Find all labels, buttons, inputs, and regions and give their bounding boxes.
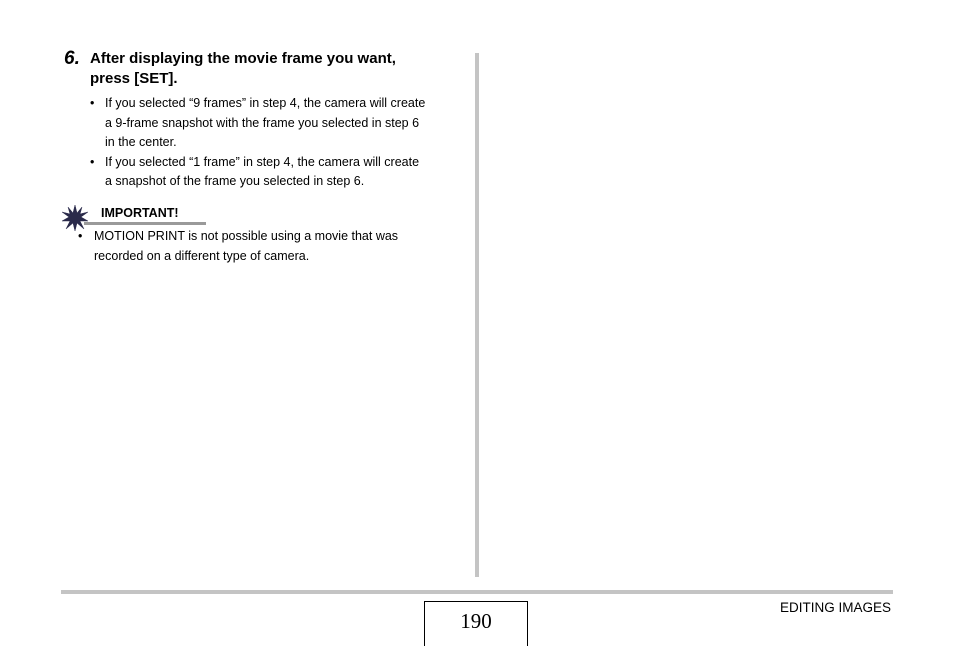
step-title-line-2: press [SET]. [90,70,178,87]
column-divider [475,53,479,577]
bullet-line: in the center. [105,135,177,149]
important-underline [84,222,206,225]
bullet-line: If you selected “9 frames” in step 4, the camera will create [105,96,426,110]
important-notes [78,227,453,266]
page-number-box [424,601,528,646]
bullet-dot: • [78,229,83,243]
bullet-line: If you selected “1 frame” in step 4, the camera will create [105,154,420,169]
bullet-line: a 9-frame snapshot with the frame you selected in step 6 [105,115,420,130]
important-label: IMPORTANT! [101,206,179,220]
bullet-line: a snapshot of the frame you selected in step 6. [105,174,365,188]
note-line: MOTION PRINT is not possible using a movie that was [94,229,399,243]
step-bullet [90,153,460,192]
step-title [90,47,464,89]
section-title: EDITING IMAGES [779,600,891,615]
step-bullet-list [90,94,460,192]
bullet-dot: • [90,96,95,110]
footer-rule [61,590,893,594]
page-number: 190 [460,609,492,633]
step-title-line-1: After displaying the movie frame you want, [90,50,396,67]
important-note [78,227,453,266]
step-6 [64,47,464,192]
step-bullet [90,94,460,153]
note-line: recorded on a different type of camera. [94,248,310,263]
important-header [62,203,212,227]
step-number: 6. [64,48,80,69]
bullet-dot: • [90,154,95,169]
